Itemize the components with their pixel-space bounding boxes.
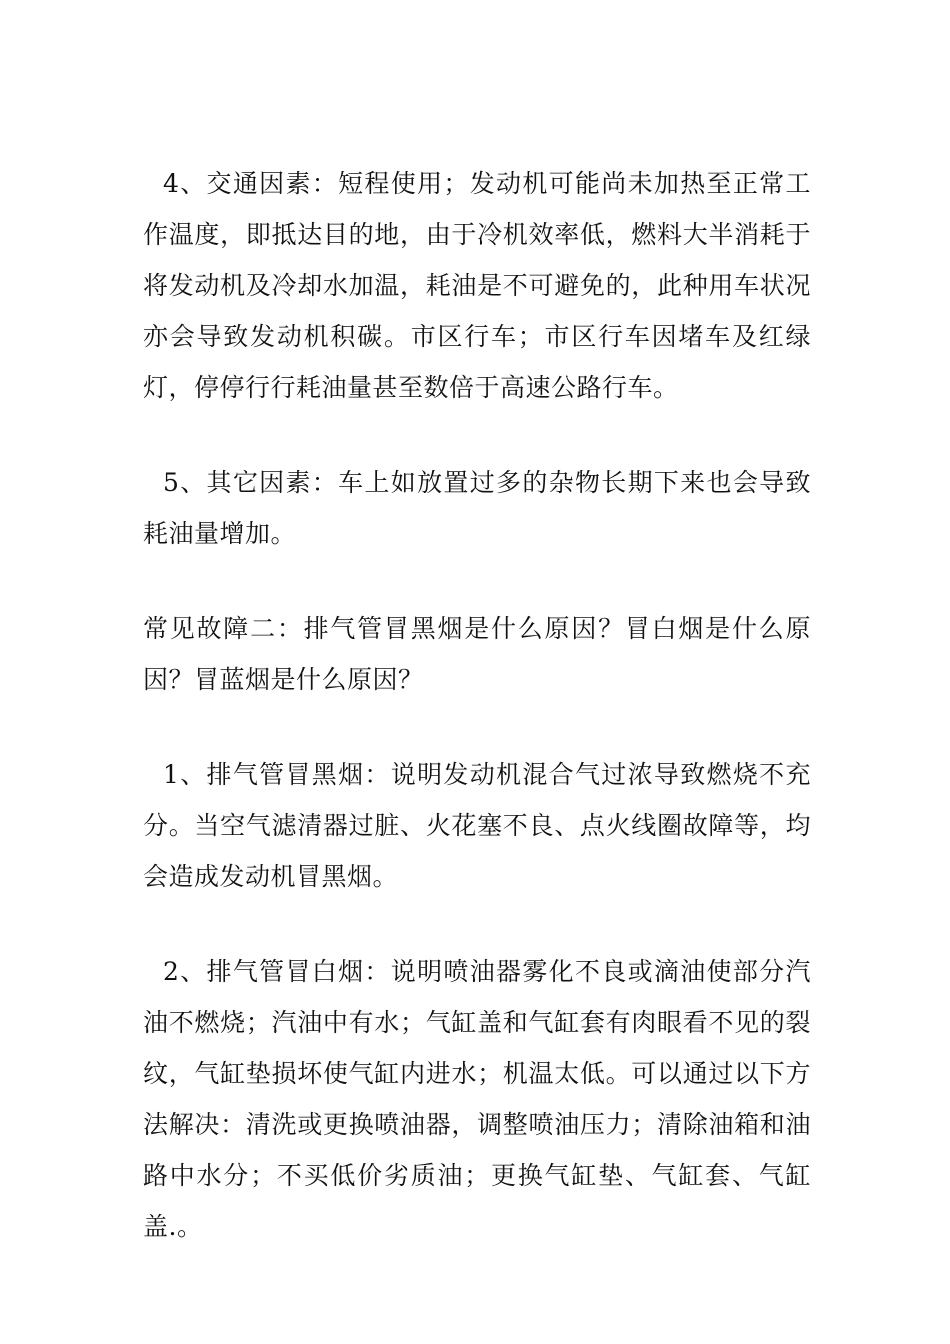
paragraph-traffic-factors: 4、交通因素：短程使用；发动机可能尚未加热至正常工作温度，即抵达目的地，由于冷机效率低，燃料大半消耗于将发动机及冷却水加温，耗油是不可避免的，此种用车状况亦会导致发动机积碳。市区行车；市区行车因堵车及红绿灯，停停行行耗油量甚至数倍于高速公路行车。 <box>143 169 811 402</box>
paragraph-fault-two-heading: 常见故障二：排气管冒黑烟是什么原因？冒白烟是什么原因？冒蓝烟是什么原因？ <box>143 614 811 694</box>
paragraph-white-smoke: 2、排气管冒白烟：说明喷油器雾化不良或滴油使部分汽油不燃烧；汽油中有水；气缸盖和气缸套有肉眼看不见的裂纹，气缸垫损坏使气缸内进水；机温太低。可以通过以下方法解决：清洗或更换喷油器，调整喷油压力；清除油箱和油路中水分；不买低价劣质油；更换气缸垫、气缸套、气缸盖.。 <box>143 957 811 1241</box>
paragraph-other-factors: 5、其它因素：车上如放置过多的杂物长期下来也会导致耗油量增加。 <box>143 468 811 548</box>
paragraph-black-smoke: 1、排气管冒黑烟：说明发动机混合气过浓导致燃烧不充分。当空气滤清器过脏、火花塞不良、点火线圈故障等，均会造成发动机冒黑烟。 <box>143 760 811 891</box>
document-body <box>143 158 811 1252</box>
